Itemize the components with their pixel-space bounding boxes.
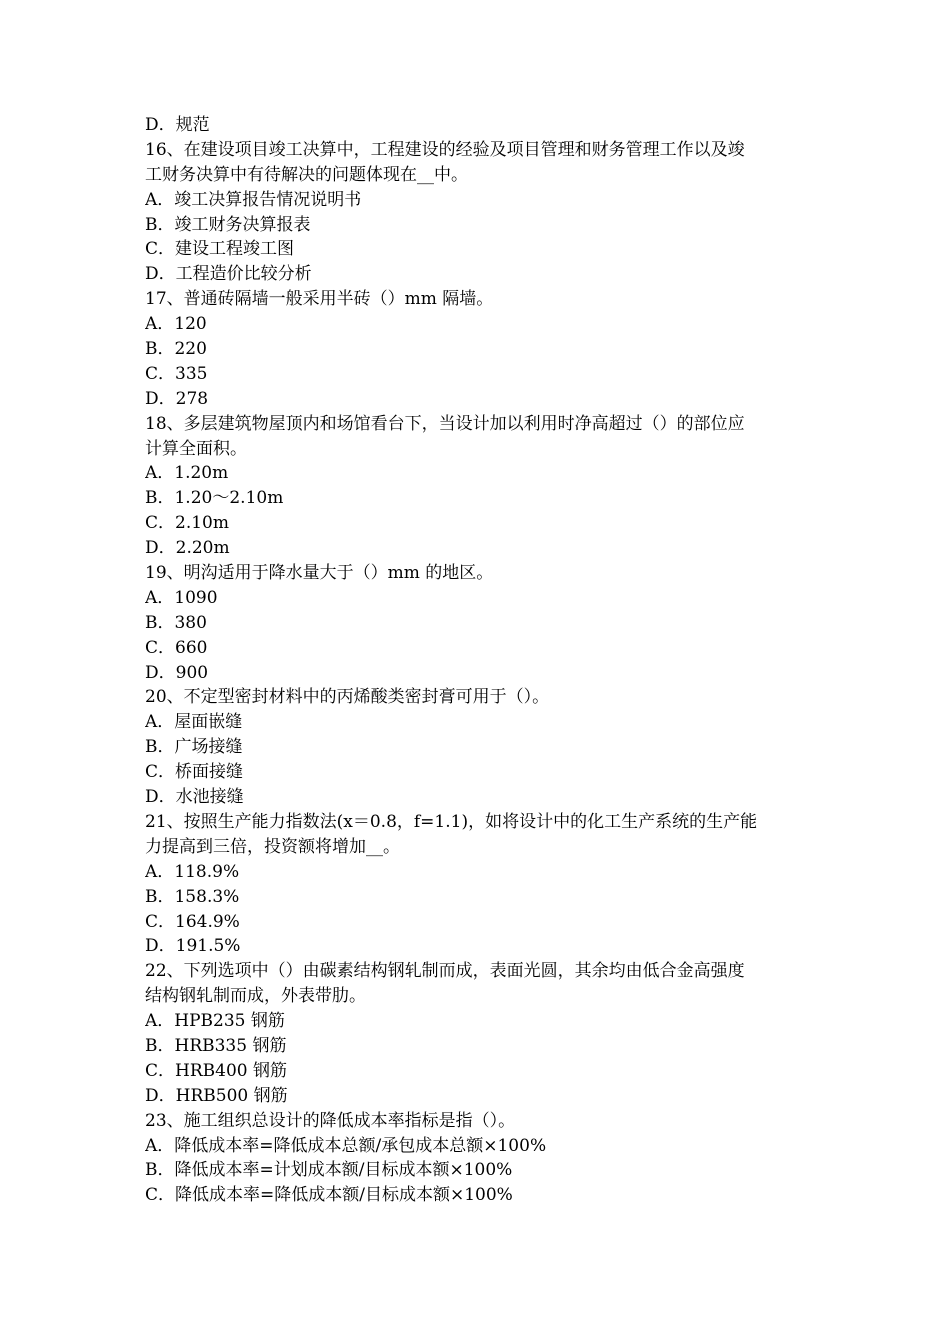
option-b-q18: B．1.20～2.10m: [145, 488, 284, 509]
option-d-q18: D．2.20m: [145, 538, 230, 559]
option-b-q17: B．220: [145, 339, 207, 360]
question-18-line-1: 18、多层建筑物屋顶内和场馆看台下，当设计加以利用时净高超过（）的部位应: [145, 413, 745, 434]
question-19: 19、明沟适用于降水量大于（）mm 的地区。: [145, 563, 494, 584]
option-a-q18: A．1.20m: [145, 463, 229, 484]
option-d-q16: D．工程造价比较分析: [145, 264, 312, 285]
option-c-q19: C．660: [145, 637, 208, 658]
option-a-q21: A．118.9%: [145, 861, 240, 882]
option-c-q18: C．2.10m: [145, 513, 229, 534]
document-page: [145, 113, 810, 1208]
option-b-q20: B．广场接缝: [145, 737, 243, 758]
question-20: 20、不定型密封材料中的丙烯酸类密封膏可用于（）。: [145, 687, 550, 708]
question-16-line-2: 工财务决算中有待解决的问题体现在__中。: [145, 164, 468, 185]
question-18-line-2: 计算全面积。: [145, 438, 247, 459]
option-c-q17: C．335: [145, 363, 208, 384]
option-b-q21: B．158.3%: [145, 886, 240, 907]
option-a-q22: A．HPB235 钢筋: [145, 1011, 285, 1032]
option-c-q21: C．164.9%: [145, 911, 240, 932]
option-d-q21: D．191.5%: [145, 936, 241, 957]
option-a-q16: A．竣工决算报告情况说明书: [145, 189, 362, 210]
option-d-q20: D．水池接缝: [145, 787, 244, 808]
question-23: 23、施工组织总设计的降低成本率指标是指（）。: [145, 1110, 516, 1131]
option-c-q23: C．降低成本率=降低成本额/目标成本额×100%: [145, 1185, 513, 1206]
option-a-q20: A．屋面嵌缝: [145, 712, 243, 733]
option-b-q19: B．380: [145, 612, 207, 633]
question-22-line-2: 结构钢轧制而成，外表带肋。: [145, 986, 366, 1007]
question-21-line-2: 力提高到三倍，投资额将增加__。: [145, 836, 400, 857]
question-16-line-1: 16、在建设项目竣工决算中，工程建设的经验及项目管理和财务管理工作以及竣: [145, 139, 745, 160]
option-a-q17: A．120: [145, 314, 207, 335]
option-d-q19: D．900: [145, 662, 209, 683]
option-b-q16: B．竣工财务决算报表: [145, 214, 311, 235]
option-b-q22: B．HRB335 钢筋: [145, 1035, 287, 1056]
option-b-q23: B．降低成本率=计划成本额/目标成本额×100%: [145, 1160, 513, 1181]
question-21-line-1: 21、按照生产能力指数法(x＝0.8，f=1.1)，如将设计中的化工生产系统的生产能: [145, 811, 758, 832]
option-d-q22: D．HRB500 钢筋: [145, 1085, 288, 1106]
option-a-q19: A．1090: [145, 587, 218, 608]
option-d-q15: D．规范: [145, 115, 210, 135]
option-c-q20: C．桥面接缝: [145, 762, 244, 783]
question-17: 17、普通砖隔墙一般采用半砖（）mm 隔墙。: [145, 289, 494, 310]
question-22-line-1: 22、下列选项中（）由碳素结构钢轧制而成，表面光圆，其余均由低合金高强度: [145, 961, 745, 982]
option-d-q17: D．278: [145, 388, 209, 409]
option-c-q16: C．建设工程竣工图: [145, 239, 295, 260]
option-a-q23: A．降低成本率=降低成本总额/承包成本总额×100%: [145, 1135, 547, 1156]
option-c-q22: C．HRB400 钢筋: [145, 1060, 287, 1081]
